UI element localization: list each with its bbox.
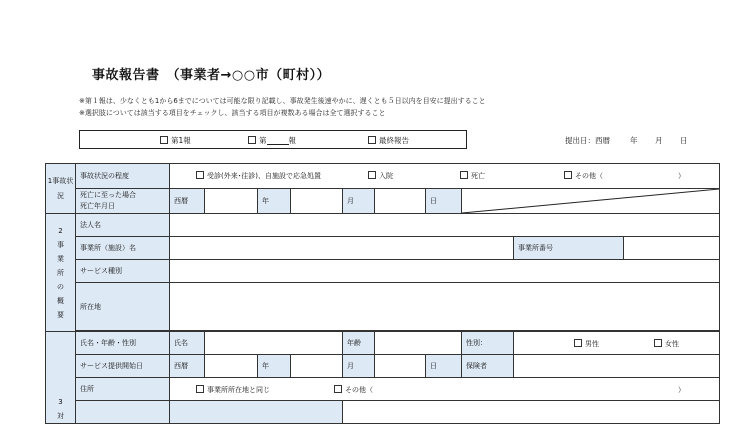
checkbox-icon[interactable] (654, 339, 662, 347)
name-field[interactable] (205, 332, 343, 355)
section3-label: 3 対 (46, 332, 76, 424)
service-type-field[interactable] (170, 260, 720, 283)
gender-options (514, 332, 720, 355)
gender-female-option[interactable]: 女性 (654, 339, 679, 349)
next-row-label (76, 401, 170, 424)
severity-option-hospital[interactable]: 入院 (368, 171, 393, 181)
next-row-shaded (170, 401, 343, 424)
insurer-field[interactable] (514, 355, 720, 378)
address-label: 所在地 (76, 283, 170, 331)
office-name-field[interactable] (170, 237, 514, 260)
age-field[interactable] (375, 332, 462, 355)
severity-option-other[interactable]: その他（ (564, 171, 603, 181)
submit-year-label: 年 (630, 136, 638, 145)
section1-label: 1事故状況 (46, 164, 76, 214)
address-same-option[interactable]: 事業所所在地と同じ (196, 385, 270, 395)
checkbox-icon[interactable] (196, 385, 204, 393)
death-year-label: 年 (258, 189, 291, 214)
corp-name-label: 法人名 (76, 214, 170, 237)
severity-other-close: ） (678, 172, 685, 180)
start-month-label: 月 (343, 355, 375, 378)
service-type-label: サービス種別 (76, 260, 170, 283)
submit-date-label: 提出日：西暦 (565, 136, 610, 145)
start-day-label: 日 (426, 355, 462, 378)
age-label: 年齢 (343, 332, 375, 355)
report-first-option[interactable]: 第1報 (160, 135, 191, 146)
next-row-field[interactable] (343, 401, 720, 424)
submit-month-label: 月 (655, 136, 663, 145)
report-number-field[interactable] (267, 136, 289, 145)
address-other-option[interactable]: その他（ (334, 385, 373, 395)
page-title: 事故報告書 （事業者→○○市（町村）） (92, 68, 331, 83)
name-label: 氏名 (170, 332, 205, 355)
address-other-close: ） (678, 386, 685, 394)
address-field[interactable] (170, 283, 720, 331)
death-era-label: 西暦 (170, 189, 205, 214)
instruction-note-1: ※第１報は、少なくとも1から6までについては可能な限り記載し、事故発生後速やかに、遅くとも５日以内を目安に提出すること (79, 97, 486, 105)
death-date-label: 死亡に至った場合 死亡年月日 (76, 189, 170, 214)
corp-name-field[interactable] (170, 214, 720, 237)
gender-male-option[interactable]: 男性 (574, 339, 599, 349)
death-unused-cell (462, 189, 720, 214)
start-day-field[interactable] (375, 355, 426, 378)
checkbox-icon[interactable] (460, 171, 468, 179)
section2-label: 2 事 業 所 の 概 要 (46, 214, 76, 332)
checkbox-icon[interactable] (574, 339, 582, 347)
start-era-label: 西暦 (170, 355, 205, 378)
service-start-label: サービス提供開始日 (76, 355, 170, 378)
severity-option-outpatient[interactable]: 受診(外来･往診)、自施設で応急処置 (196, 171, 321, 181)
checkbox-icon[interactable] (334, 385, 342, 393)
death-day-field[interactable] (375, 189, 426, 214)
start-month-field[interactable] (291, 355, 343, 378)
resident-address-options (170, 378, 720, 401)
gender-label: 性別： (462, 332, 514, 355)
start-year-field[interactable] (205, 355, 258, 378)
report-final-option[interactable]: 最終報告 (368, 135, 409, 146)
start-year-label: 年 (258, 355, 291, 378)
severity-options (170, 164, 720, 189)
submit-day-label: 日 (680, 136, 688, 145)
resident-address-label: 住所 (76, 378, 170, 401)
severity-label: 事故状況の程度 (76, 164, 170, 189)
death-month-label: 月 (343, 189, 375, 214)
office-no-field[interactable] (624, 237, 720, 260)
death-year-field[interactable] (205, 189, 258, 214)
insurer-label: 保険者 (462, 355, 514, 378)
report-type-box (79, 130, 467, 149)
checkbox-icon[interactable] (368, 171, 376, 179)
office-no-label: 事業所番号 (514, 237, 624, 260)
instruction-note-2: ※選択肢については該当する項目をチェックし、該当する項目が複数ある場合は全て選択すること (79, 109, 386, 117)
checkbox-icon[interactable] (368, 136, 376, 144)
severity-option-death[interactable]: 死亡 (460, 171, 485, 181)
death-month-field[interactable] (291, 189, 343, 214)
checkbox-icon[interactable] (248, 136, 256, 144)
office-name-label: 事業所（施設）名 (76, 237, 170, 260)
checkbox-icon[interactable] (160, 136, 168, 144)
name-age-gender-label: 氏名・年齢・性別 (76, 332, 170, 355)
checkbox-icon[interactable] (196, 171, 204, 179)
death-day-label: 日 (426, 189, 462, 214)
diagonal-line (462, 189, 719, 213)
report-nth-option[interactable]: 第 報 (248, 135, 296, 146)
checkbox-icon[interactable] (564, 171, 572, 179)
report-form-table (45, 163, 720, 424)
